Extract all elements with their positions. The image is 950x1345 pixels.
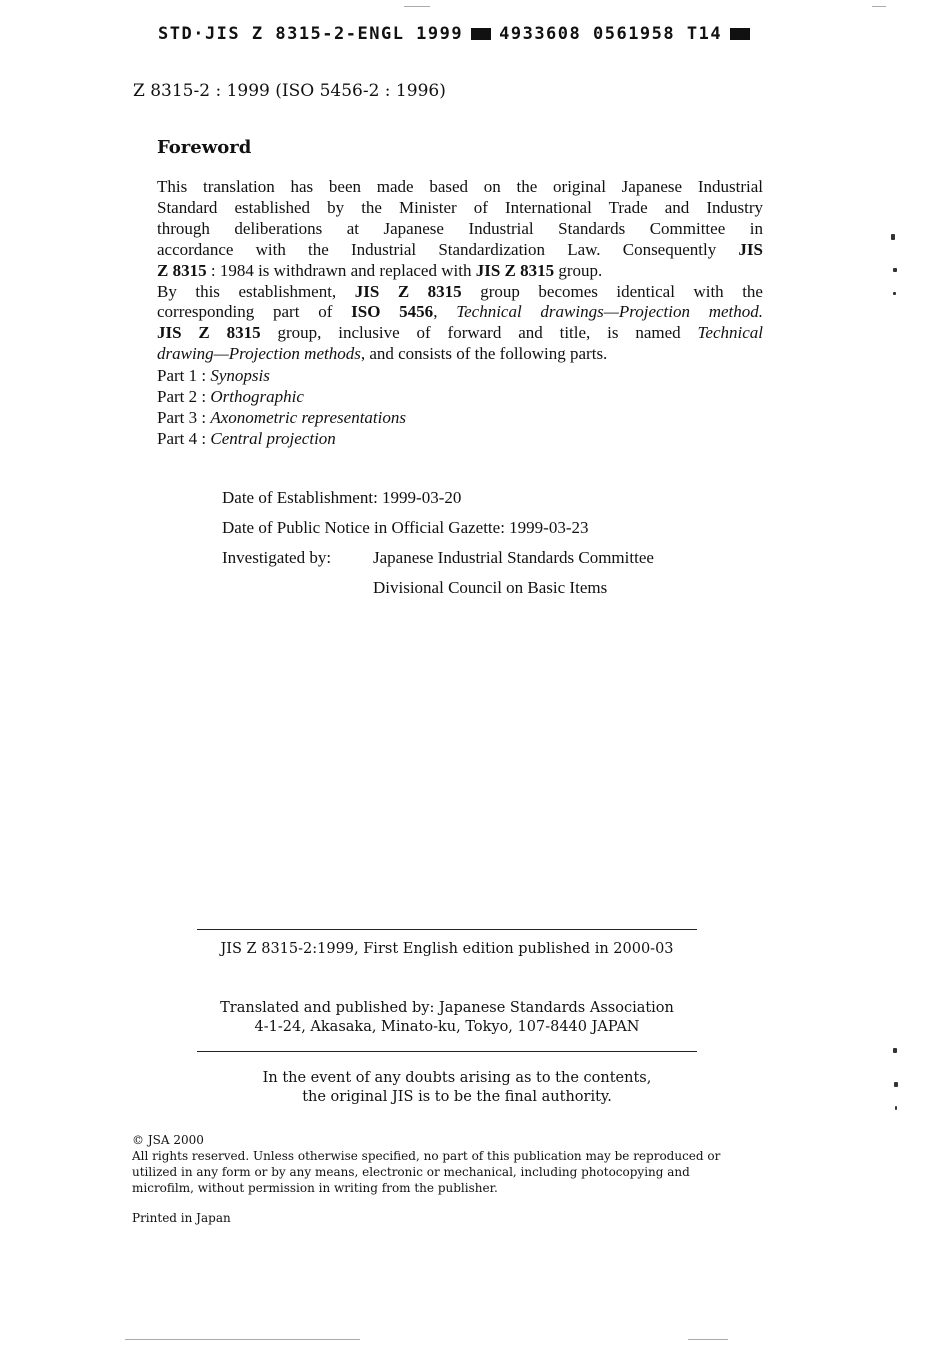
header-standard-code: STD·JIS Z 8315-2-ENGL 1999: [158, 24, 464, 44]
foreword-bold-text: Z 8315: [157, 260, 207, 280]
foreword-text: ,: [433, 302, 457, 322]
scan-edge-line: [688, 1339, 728, 1340]
authority-notice-line: In the event of any doubts arising as to the contents,: [262, 1070, 652, 1086]
part-name: Central projection: [210, 428, 336, 448]
investigated-by-council: Divisional Council on Basic Items: [373, 578, 608, 597]
investigated-by-committee: Japanese Industrial Standards Committee: [373, 548, 654, 567]
scan-speck: [895, 1106, 897, 1110]
foreword-text: group.: [554, 260, 603, 280]
foreword-line: [157, 302, 763, 323]
foreword-text: : 1984 is withdrawn and replaced with: [206, 260, 476, 280]
parts-list: [157, 366, 406, 450]
foreword-bold-text: JIS Z 8315: [354, 281, 462, 301]
foreword-line: [157, 323, 763, 344]
foreword-line: This translation has been made based on the original Japanese Industrial: [157, 177, 763, 196]
foreword-line: [157, 240, 763, 261]
establishment-date: Date of Establishment: 1999-03-20: [222, 488, 462, 507]
scan-speck: [894, 1082, 898, 1087]
black-block-icon: [471, 28, 491, 40]
scan-edge-line: [404, 6, 430, 7]
foreword-italic-text: Technical: [697, 323, 763, 343]
part-label: Part 4 :: [157, 428, 211, 448]
part-item: [157, 408, 406, 429]
foreword-bold-text: JIS: [738, 239, 763, 259]
investigated-label: Investigated by:: [222, 548, 332, 567]
part-name: Orthographic: [210, 386, 304, 406]
divider-rule: [197, 929, 697, 930]
foreword-bold-text: JIS Z 8315: [157, 323, 261, 343]
part-name: Axonometric representations: [210, 407, 406, 427]
scan-edge-line: [125, 1339, 360, 1340]
printed-in: Printed in Japan: [132, 1211, 231, 1225]
part-item: [157, 429, 406, 450]
foreword-line: [157, 282, 763, 303]
part-label: Part 3 :: [157, 407, 211, 427]
foreword-text: , and consists of the following parts.: [360, 344, 608, 364]
scan-speck: [891, 234, 895, 240]
foreword-text: group, inclusive of forward and title, is named: [260, 323, 698, 343]
rights-statement: microfilm, without permission in writing from the publisher.: [132, 1181, 498, 1195]
foreword-line: [157, 344, 763, 365]
foreword-text: corresponding part of: [157, 302, 352, 322]
gazette-date: Date of Public Notice in Official Gazette: 1999-03-23: [222, 518, 589, 537]
foreword-line: Standard established by the Minister of International Trade and Industry: [157, 197, 763, 217]
copyright-notice: © JSA 2000: [132, 1133, 204, 1147]
authority-notice-line: the original JIS is to be the final authority.: [302, 1089, 612, 1105]
edition-statement: JIS Z 8315-2:1999, First English edition published in 2000-03: [220, 941, 674, 957]
foreword-line: through deliberations at Japanese Industrial Standards Committee in: [157, 218, 763, 238]
foreword-heading: Foreword: [157, 137, 252, 158]
foreword-text: accordance with the Industrial Standardization Law. Consequently: [157, 239, 717, 259]
scan-speck: [893, 292, 896, 295]
rights-statement: All rights reserved. Unless otherwise specified, no part of this publication may be reproduced or: [132, 1149, 721, 1163]
foreword-bold-text: ISO 5456: [351, 302, 434, 322]
rights-statement: utilized in any form or by any means, electronic or mechanical, including photocopying and: [132, 1165, 690, 1179]
foreword-line: [157, 261, 763, 282]
part-name: Synopsis: [210, 366, 270, 385]
foreword-bold-text: JIS Z 8315: [475, 260, 555, 280]
header-stamp: [158, 24, 758, 44]
foreword-italic-text: drawing—Projection methods: [157, 344, 361, 364]
foreword-italic-text: Technical drawings—Projection method.: [456, 302, 764, 322]
document-id: Z 8315-2 : 1999 (ISO 5456-2 : 1996): [133, 81, 446, 101]
publisher-line: Translated and published by: Japanese Standards Association: [220, 1000, 674, 1016]
header-serial-code: 4933608 0561958 T14: [499, 24, 723, 44]
part-label: Part 1 :: [157, 366, 211, 385]
part-label: Part 2 :: [157, 386, 211, 406]
foreword-text: By this establishment,: [157, 281, 355, 301]
foreword-text: group becomes identical with the: [461, 281, 763, 301]
part-item: [157, 387, 406, 408]
black-block-icon: [730, 28, 750, 40]
publisher-address: 4-1-24, Akasaka, Minato-ku, Tokyo, 107-8440 JAPAN: [254, 1019, 640, 1035]
part-item: [157, 366, 406, 387]
scan-speck: [893, 1048, 897, 1053]
foreword-paragraph: [157, 177, 763, 365]
scan-speck: [893, 268, 897, 272]
divider-rule: [197, 1051, 697, 1052]
scan-edge-line: [872, 6, 886, 7]
